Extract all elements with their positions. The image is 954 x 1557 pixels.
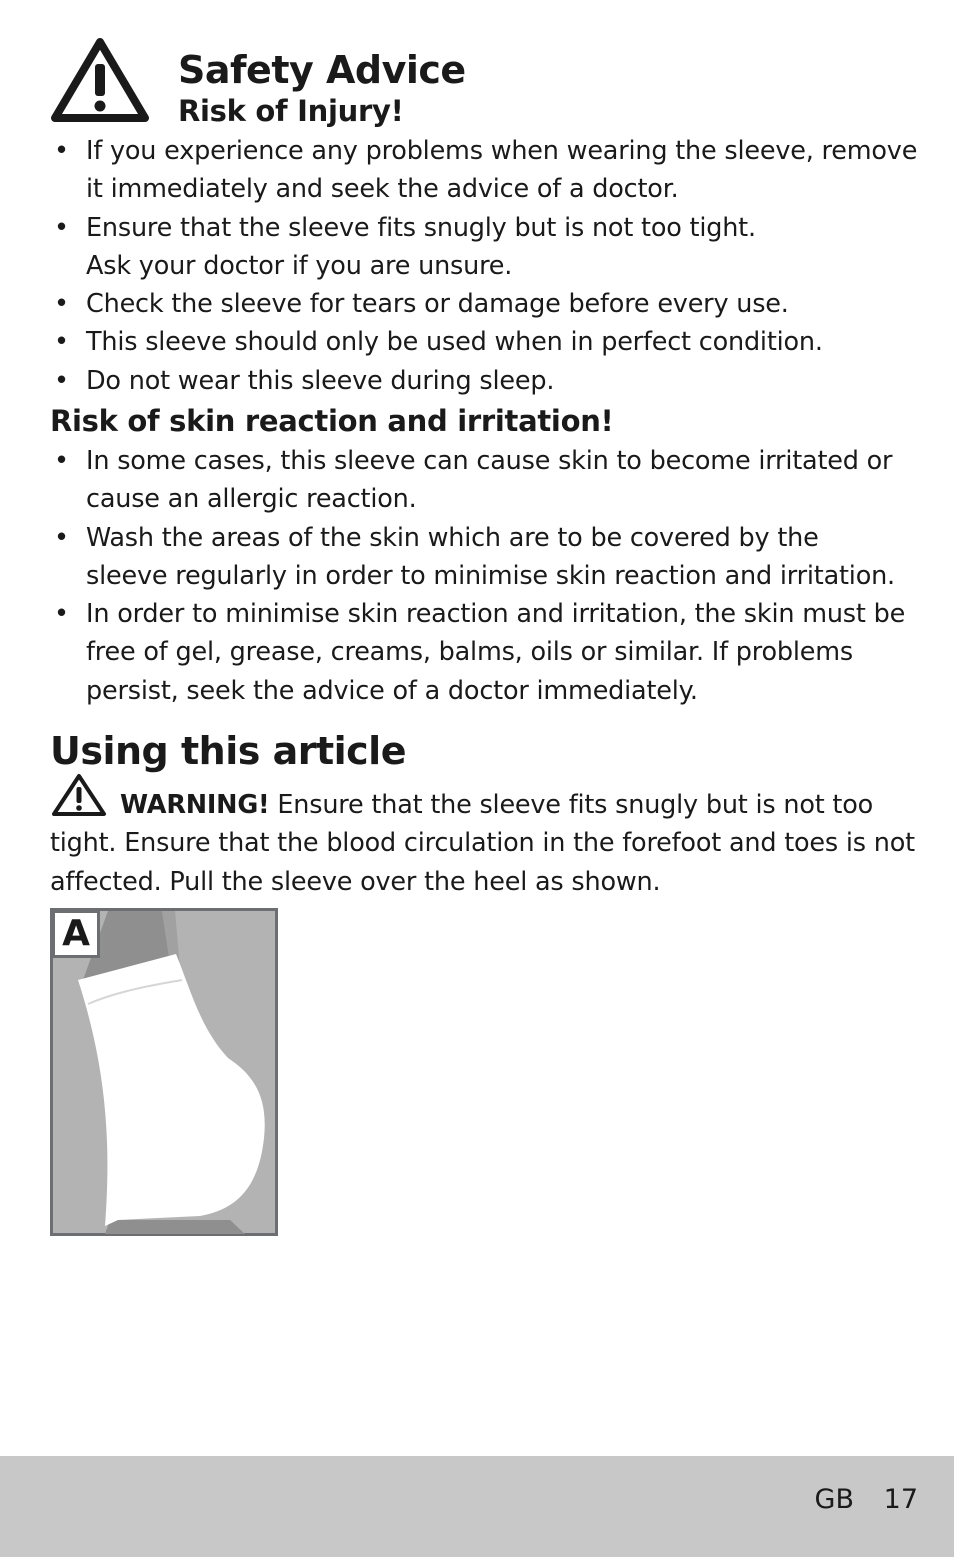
section-heading-skin: Risk of skin reaction and irritation! bbox=[50, 404, 614, 438]
warning-text-line: affected. Pull the sleeve over the heel as shown. bbox=[50, 866, 661, 897]
list-item: • This sleeve should only be used when in perfect condition. bbox=[50, 323, 910, 361]
warning-triangle-icon bbox=[50, 36, 150, 124]
warning-text-line: tight. Ensure that the blood circulation in the forefoot and toes is not bbox=[50, 828, 915, 859]
skin-list bbox=[50, 442, 910, 710]
list-item: • In some cases, this sleeve can cause skin to become irritated or cause an allergic reaction. bbox=[50, 442, 910, 519]
list-item: • Wash the areas of the skin which are to be covered by the sleeve regularly in order to minimise skin reaction and irritation. bbox=[50, 519, 910, 596]
page-title: Safety Advice bbox=[178, 48, 466, 92]
injury-list bbox=[50, 132, 918, 400]
list-item: • In order to minimise skin reaction and irritation, the skin must be free of gel, grease, creams, balms, oils or similar. If problems persist, seek the advice of a doctor immediately. bbox=[50, 595, 910, 710]
figure-label: A bbox=[52, 910, 100, 958]
section-heading-injury: Risk of Injury! bbox=[178, 94, 404, 128]
language-code: GB bbox=[814, 1484, 854, 1515]
list-item: • If you experience any problems when wearing the sleeve, remove it immediately and seek the advice of a doctor. bbox=[50, 132, 910, 209]
list-item: • Ensure that the sleeve fits snugly but is not too tight. Ask your doctor if you are unsure. bbox=[50, 209, 910, 286]
list-item: • Check the sleeve for tears or damage before every use. bbox=[50, 285, 910, 323]
figure-a bbox=[50, 908, 278, 1236]
warning-small-icon bbox=[50, 772, 108, 820]
list-item: • Do not wear this sleeve during sleep. bbox=[50, 362, 910, 400]
page-footer bbox=[0, 1456, 954, 1557]
warning-label: WARNING! bbox=[120, 790, 270, 820]
warning-text-line: Ensure that the sleeve fits snugly but is not too bbox=[277, 790, 874, 820]
warning-paragraph bbox=[50, 786, 930, 901]
section-heading-using: Using this article bbox=[50, 729, 406, 773]
page-number: 17 bbox=[883, 1484, 918, 1515]
